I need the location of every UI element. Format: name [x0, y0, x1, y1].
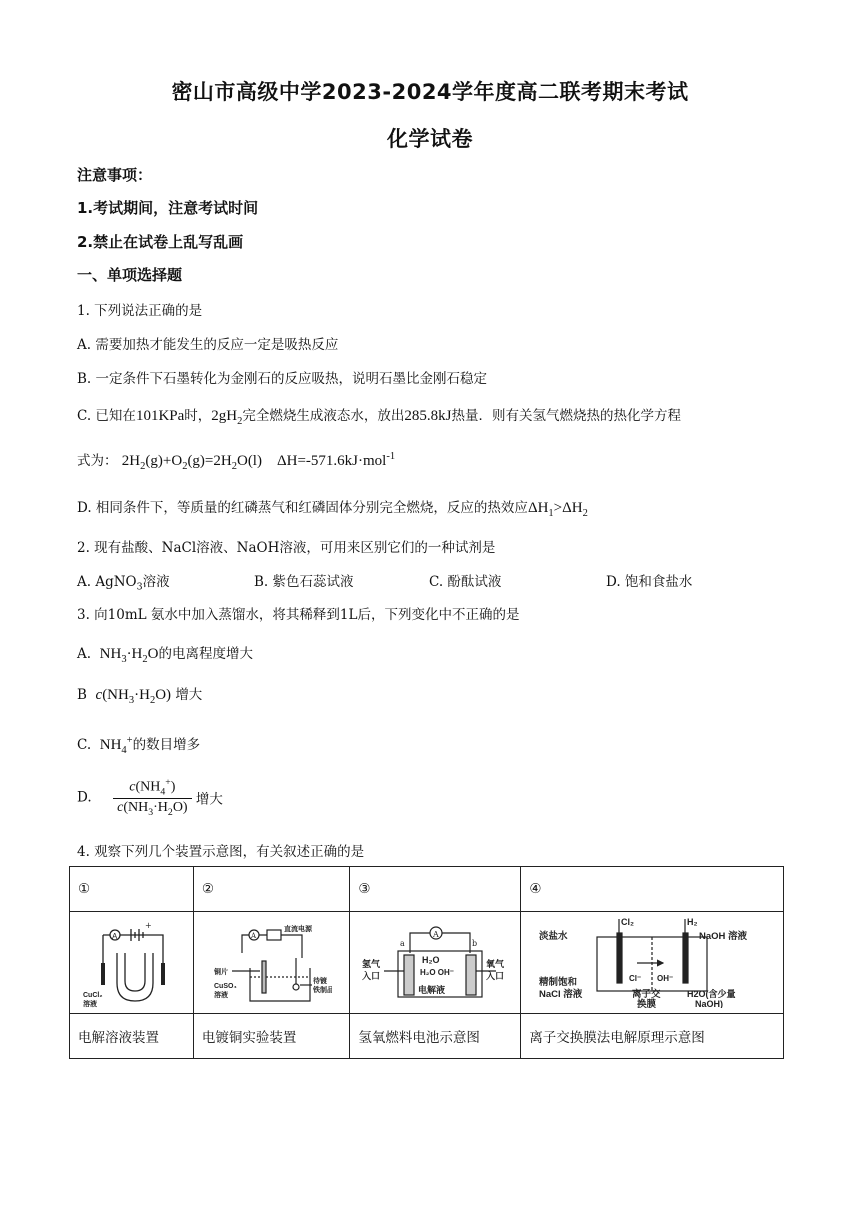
svg-text:CuCl₂: CuCl₂	[83, 992, 103, 999]
svg-text:H₂O: H₂O	[422, 955, 440, 965]
svg-text:溶液: 溶液	[213, 992, 228, 999]
q2-stem: 2. 现有盐酸、NaCl溶液、NaOH溶液，可用来区别它们的一种试剂是	[77, 540, 496, 556]
notice-item-2: 2.禁止在试卷上乱写乱画	[77, 233, 244, 251]
exam-title: 密山市高级中学2023-2024学年度高二联考期末考试	[171, 80, 689, 104]
svg-text:A: A	[112, 932, 118, 941]
q2-option-c: C. 酚酞试液	[429, 574, 502, 590]
caption-1: 电解溶液装置	[70, 1014, 194, 1059]
caption-3: 氢氧燃料电池示意图	[350, 1014, 521, 1059]
q1-option-c: C. 已知在101KPa时，$2gH_2$完全燃烧生成液态水，放出285.8kJ热量．则有关氢气燃烧热的热化学方程	[77, 408, 681, 427]
svg-text:OH⁻: OH⁻	[657, 974, 674, 983]
table-header-1: ①	[70, 867, 194, 912]
figure-ion-exchange	[521, 912, 784, 1014]
q1-option-a: A. 需要加热才能发生的反应一定是吸热反应	[77, 337, 339, 353]
q1-stem: 1. 下列说法正确的是	[77, 303, 203, 319]
svg-text:Cl₂: Cl₂	[621, 917, 635, 927]
svg-text:a: a	[400, 939, 406, 948]
svg-text:+: +	[145, 921, 153, 930]
fuel-cell-diagram	[360, 913, 510, 1008]
svg-text:NaOH 溶液: NaOH 溶液	[699, 931, 748, 942]
table-header-4: ④	[521, 867, 784, 912]
svg-text:待镀: 待镀	[312, 978, 327, 985]
svg-text:CuSO₄: CuSO₄	[213, 983, 237, 990]
q1-option-d: D. 相同条件下，等质量的红磷蒸气和红磷固体分别完全燃烧，反应的热效应$\Delta H_1>\Delta H_2$	[77, 500, 588, 519]
svg-text:A: A	[433, 930, 440, 939]
q3-fraction: $\frac{c(NH_4^+)}{c(NH_3\cdot H_2O)}$	[113, 777, 191, 818]
svg-text:H2O(含少量: H2O(含少量	[687, 989, 736, 999]
svg-text:离子交: 离子交	[632, 989, 661, 1000]
q3-option-c: C. $NH_4^+$的数目增多	[77, 735, 201, 756]
q1-option-c-equation: 式为： $2H_2(g)+O_2(g)=2H_2O(l)$ ΔH=-571.6kJ·mol$^{-1}$	[77, 451, 396, 472]
svg-text:H₂: H₂	[687, 917, 698, 927]
table-header-3: ③	[350, 867, 521, 912]
svg-text:NaCl 溶液: NaCl 溶液	[539, 989, 583, 1000]
svg-text:H₂O OH⁻: H₂O OH⁻	[420, 968, 455, 977]
caption-4: 离子交换膜法电解原理示意图	[521, 1014, 784, 1059]
svg-text:直流电源: 直流电源	[283, 926, 312, 933]
svg-text:入口: 入口	[486, 971, 505, 981]
svg-text:铜片: 铜片	[213, 969, 228, 976]
svg-text:氧气: 氧气	[486, 959, 505, 969]
svg-text:Cl⁻: Cl⁻	[629, 974, 642, 983]
svg-text:溶液: 溶液	[83, 1001, 98, 1008]
svg-text:精制饱和: 精制饱和	[539, 977, 578, 988]
notice-heading: 注意事项：	[77, 166, 153, 184]
exam-subtitle: 化学试卷	[387, 127, 473, 151]
q2-option-a: A. AgNO$_3$溶液	[77, 574, 170, 593]
section-heading: 一、单项选择题	[77, 266, 183, 284]
svg-text:氢气: 氢气	[362, 959, 381, 969]
svg-text:换膜: 换膜	[637, 999, 657, 1008]
q3-option-b: B $c(NH_3\cdot H_2O)$ 增大	[77, 687, 203, 706]
figure-electrolysis-cell	[70, 912, 194, 1014]
q3-stem: 3. 向10mL 氨水中加入蒸馏水，将其稀释到1L后，下列变化中不正确的是	[77, 607, 520, 623]
table-header-2: ②	[193, 867, 350, 912]
device-table	[69, 866, 784, 1059]
q4-stem: 4. 观察下列几个装置示意图，有关叙述正确的是	[77, 844, 365, 860]
figure-fuel-cell	[350, 912, 521, 1014]
q3-option-a: A. $NH_3\cdot H_2O$的电离程度增大	[77, 646, 253, 665]
q2-option-d: D. 饱和食盐水	[606, 574, 693, 590]
q3-option-d: D. $\frac{c(NH_4^+)}{c(NH_3\cdot H_2O)}$ 增大	[77, 777, 223, 819]
svg-text:入口: 入口	[362, 971, 381, 981]
q2-option-b: B. 紫色石蕊试液	[254, 574, 354, 590]
notice-item-1: 1.考试期间，注意考试时间	[77, 199, 259, 217]
svg-text:A: A	[250, 932, 256, 940]
svg-text:铁制品: 铁制品	[312, 987, 332, 994]
svg-text:NaOH): NaOH)	[695, 999, 724, 1008]
q1-option-b: B. 一定条件下石墨转化为金刚石的反应吸热，说明石墨比金刚石稳定	[77, 371, 488, 387]
u-tube-diagram	[81, 913, 181, 1008]
svg-text:b: b	[472, 939, 478, 948]
caption-2: 电镀铜实验装置	[193, 1014, 350, 1059]
plating-diagram	[212, 913, 332, 1008]
figure-electroplating	[193, 912, 350, 1014]
ion-exchange-diagram	[537, 913, 767, 1008]
svg-text:电解液: 电解液	[418, 985, 446, 995]
svg-text:淡盐水: 淡盐水	[539, 931, 568, 942]
